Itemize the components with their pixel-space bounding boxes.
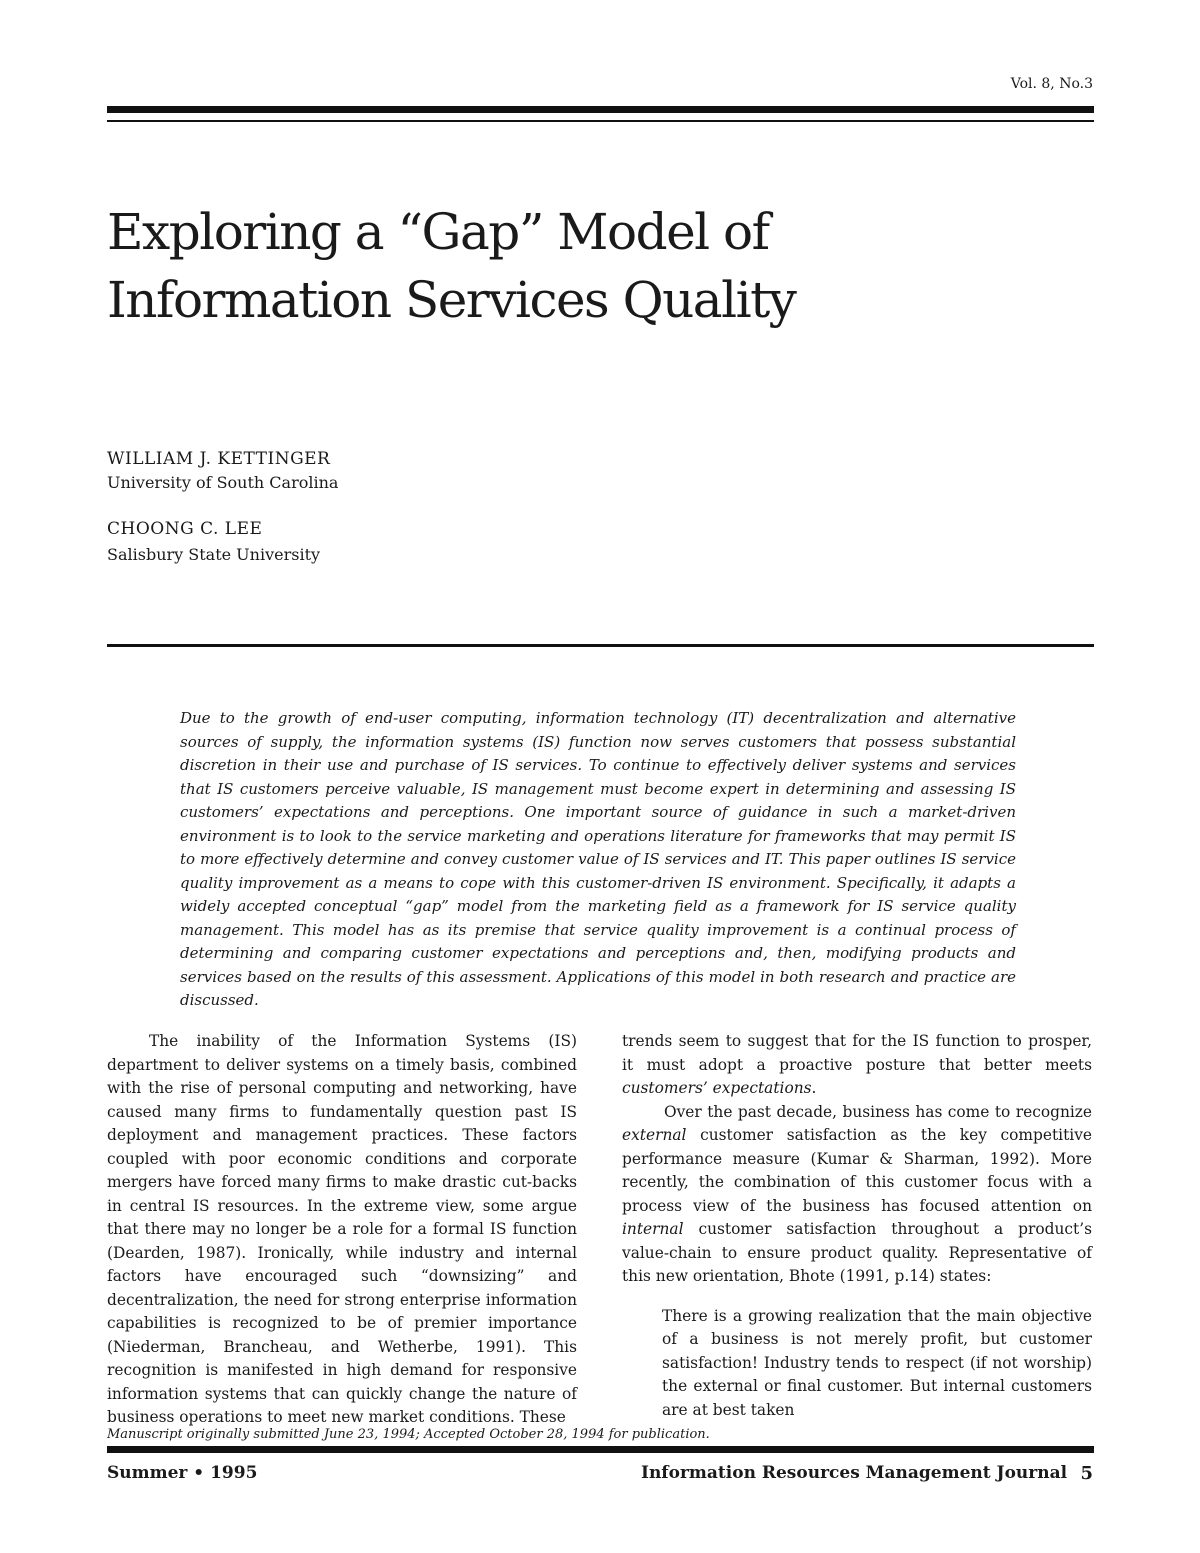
author-affiliation-2: Salisbury State University (107, 545, 321, 564)
body-paragraph (622, 1030, 1092, 1101)
title-line-1: Exploring a “Gap” Model of (107, 203, 769, 261)
footer-journal: Information Resources Management Journal (641, 1463, 1068, 1483)
footer-rule-thick (107, 1446, 1094, 1453)
column-left (107, 1030, 577, 1430)
emphasis-text: customers’ expectations (622, 1079, 812, 1097)
body-paragraph (622, 1101, 1092, 1289)
title-line-2: Information Services Quality (107, 271, 796, 329)
emphasis-text: external (622, 1126, 687, 1144)
author-name-1: WILLIAM J. KETTINGER (107, 449, 331, 469)
header-rule-thick (107, 106, 1094, 113)
article-title (107, 198, 1007, 334)
body-text: customer satisfaction as the key competitive performance measure (Kumar & Sharman, 1992). More recently, the combination of this customer focus with a process view of the business has focused attention on (622, 1126, 1092, 1215)
author-name-2: CHOONG C. LEE (107, 519, 263, 539)
emphasis-text: internal (622, 1220, 684, 1238)
volume-label: Vol. 8, No.3 (1010, 76, 1093, 92)
footer-issue: Summer • 1995 (107, 1463, 258, 1483)
column-right (622, 1030, 1092, 1422)
body-text: trends seem to suggest that for the IS function to prosper, it must adopt a proactive posture that better meets (622, 1032, 1092, 1074)
body-text: customer satisfaction throughout a product’s value-chain to ensure product quality. Representative of this new orientation, Bhote (1991, p.14) states: (622, 1220, 1092, 1285)
body-paragraph: The inability of the Information Systems (IS) department to deliver systems on a timely basis, combined with the rise of personal computing and networking, have caused many firms to fundamentally question past IS deployment and management practices. These factors coupled with poor economic conditions and corporate mergers have forced many firms to make drastic cut-backs in central IS resources. In the extreme view, some argue that there may no longer be a role for a formal IS function (Dearden, 1987). Ironically, while industry and internal factors have encouraged such “downsizing” and decentralization, the need for strong enterprise information capabilities is recognized to be of premier importance (Niederman, Brancheau, and Wetherbe, 1991). This recognition is manifested in high demand for responsive information systems that can quickly change the nature of business operations to meet new market conditions. These (107, 1032, 577, 1426)
abstract: Due to the growth of end-user computing, information technology (IT) decentralization and alternative sources of supply, the information systems (IS) function now serves customers that possess substantial discretion in their use and purchase of IS services. To continue to effectively deliver systems and services that IS customers perceive valuable, IS management must become expert in determining and assessing IS customers’ expectations and perceptions. One important source of guidance in such a market-driven environment is to look to the service marketing and operations literature for frameworks that may permit IS to more effectively determine and convey customer value of IS services and IT. This paper outlines IS service quality improvement as a means to cope with this customer-driven IS environment. Specifically, it adapts a widely accepted conceptual “gap” model from the marketing field as a framework for IS service quality management. This model has as its premise that service quality improvement is a continual process of determining and comparing customer expectations and perceptions and, then, modifying products and services based on the results of this assessment. Applications of this model in both research and practice are discussed. (180, 709, 1016, 1009)
page-number: 5 (1080, 1463, 1093, 1484)
block-quote: There is a growing realization that the main objective of a business is not merely profit, but customer satisfaction! Industry tends to respect (if not worship) the external or final customer. But internal customers are at best taken (662, 1306, 1092, 1419)
author-affiliation-1: University of South Carolina (107, 473, 339, 492)
body-text: Over the past decade, business has come to recognize (664, 1102, 1092, 1121)
header-rule-thin (107, 120, 1094, 122)
body-text: . (811, 1079, 817, 1097)
abstract-rule (107, 644, 1094, 647)
footnote: Manuscript originally submitted June 23, 1994; Accepted October 28, 1994 for publication. (107, 1427, 710, 1442)
